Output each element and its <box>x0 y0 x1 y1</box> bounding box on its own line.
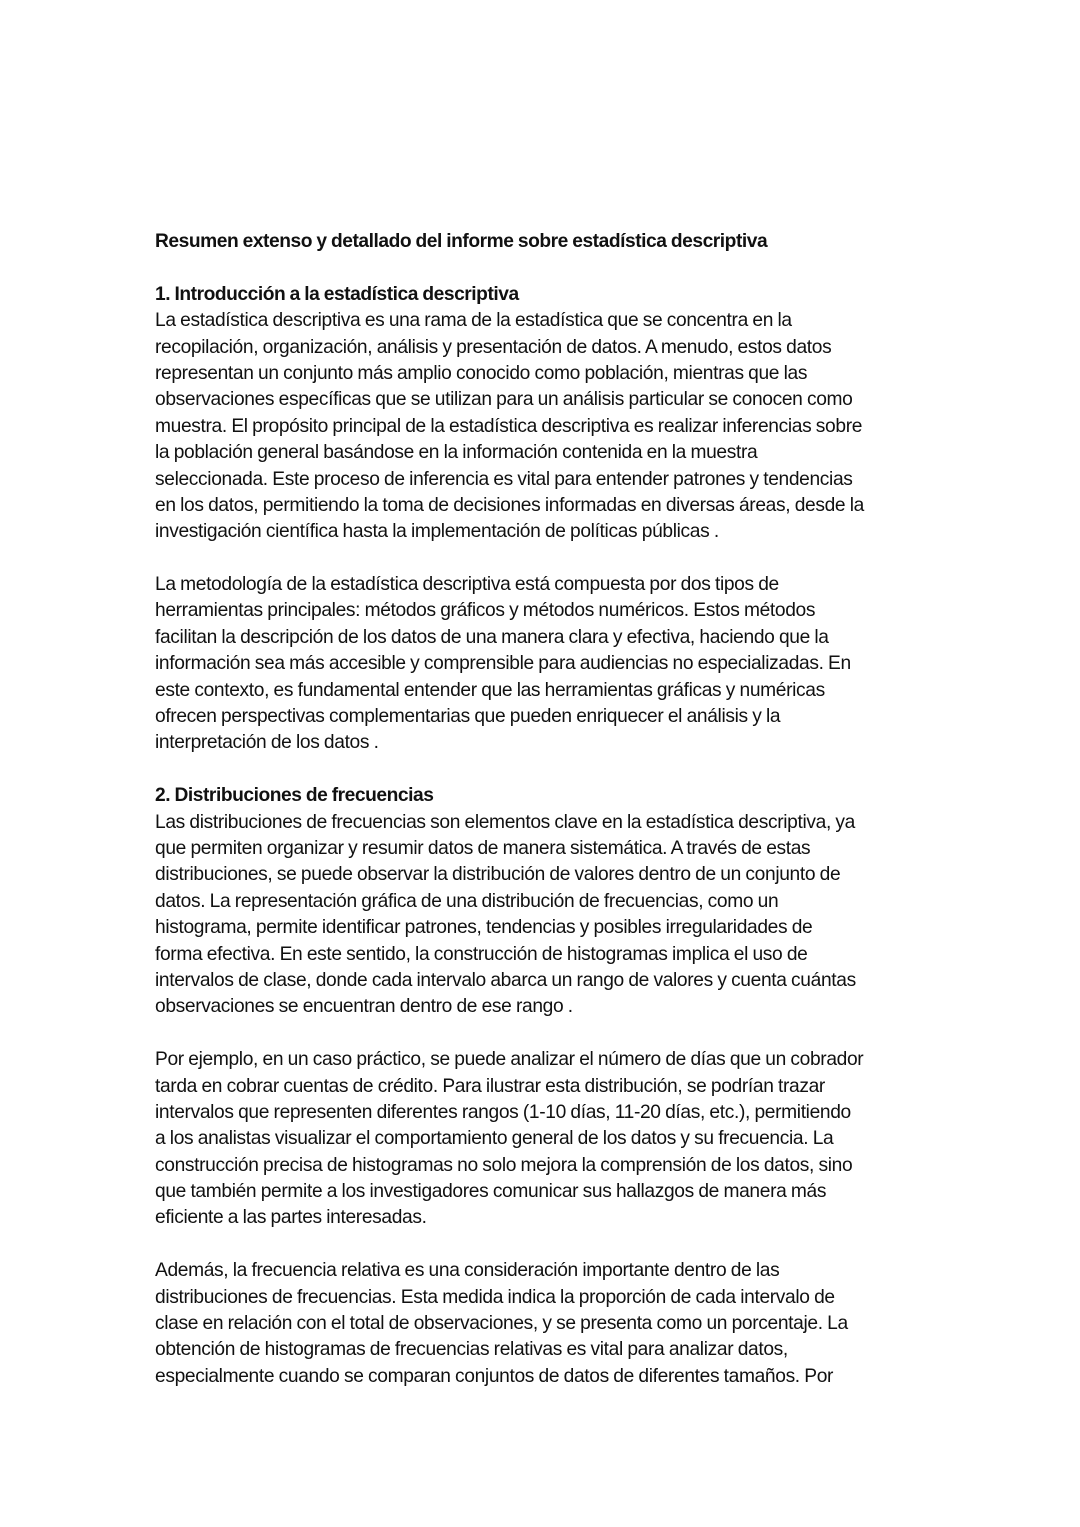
paragraph-line: Además, la frecuencia relativa es una consideración importante dentro de las <box>155 1260 780 1282</box>
paragraph-line: a los analistas visualizar el comportamiento general de los datos y su frecuencia. La <box>155 1128 834 1150</box>
paragraph-line: la población general basándose en la información contenida en la muestra <box>155 442 758 464</box>
section-heading-distribuciones: 2. Distribuciones de frecuencias <box>155 785 434 807</box>
spacer <box>155 255 945 281</box>
paragraph-line: intervalos de clase, donde cada intervalo abarca un rango de valores y cuenta cuántas <box>155 969 856 991</box>
paragraph-line: muestra. El propósito principal de la estadística descriptiva es realizar inferencias sobre <box>155 415 863 437</box>
paragraph <box>155 308 945 546</box>
paragraph <box>155 1258 945 1390</box>
paragraph-line: histograma, permite identificar patrones, tendencias y posibles irregularidades de <box>155 917 813 939</box>
spacer <box>155 757 945 783</box>
paragraph-line: en los datos, permitiendo la toma de decisiones informadas en diversas áreas, desde la <box>155 494 864 516</box>
paragraph-line: intervalos que representen diferentes rangos (1-10 días, 11-20 días, etc.), permitiendo <box>155 1101 851 1123</box>
paragraph-line: datos. La representación gráfica de una distribución de frecuencias, como un <box>155 890 779 912</box>
paragraph-line: ofrecen perspectivas complementarias que pueden enriquecer el análisis y la <box>155 706 781 728</box>
paragraph-line: distribuciones, se puede observar la distribución de valores dentro de un conjunto de <box>155 864 841 886</box>
paragraph-line: seleccionada. Este proceso de inferencia es vital para entender patrones y tendencias <box>155 468 853 490</box>
document-page <box>155 229 945 1390</box>
paragraph-line: distribuciones de frecuencias. Esta medida indica la proporción de cada intervalo de <box>155 1286 835 1308</box>
paragraph-line: interpretación de los datos . <box>155 732 379 754</box>
paragraph <box>155 572 945 757</box>
paragraph-line: Por ejemplo, en un caso práctico, se puede analizar el número de días que un cobrador <box>155 1049 864 1071</box>
paragraph-line: eficiente a las partes interesadas. <box>155 1207 427 1229</box>
paragraph-line: observaciones específicas que se utilizan para un análisis particular se conocen como <box>155 389 853 411</box>
document-title: Resumen extenso y detallado del informe sobre estadística descriptiva <box>155 231 768 252</box>
paragraph-line: representan un conjunto más amplio conocido como población, mientras que las <box>155 362 808 384</box>
paragraph <box>155 810 945 1021</box>
paragraph-line: La metodología de la estadística descriptiva está compuesta por dos tipos de <box>155 574 779 596</box>
paragraph-line: que también permite a los investigadores comunicar sus hallazgos de manera más <box>155 1181 827 1203</box>
paragraph-line: construcción precisa de histogramas no solo mejora la comprensión de los datos, sino <box>155 1154 853 1176</box>
paragraph-line: que permiten organizar y resumir datos de manera sistemática. A través de estas <box>155 837 811 859</box>
spacer <box>155 546 945 572</box>
paragraph-line: obtención de histogramas de frecuencias relativas es vital para analizar datos, <box>155 1339 788 1361</box>
spacer <box>155 1021 945 1047</box>
paragraph-line: clase en relación con el total de observaciones, y se presenta como un porcentaje. La <box>155 1313 848 1335</box>
paragraph-line: Las distribuciones de frecuencias son elementos clave en la estadística descriptiva, ya <box>155 811 855 833</box>
paragraph-line: este contexto, es fundamental entender que las herramientas gráficas y numéricas <box>155 679 825 701</box>
paragraph-line: observaciones se encuentran dentro de ese rango . <box>155 996 573 1018</box>
paragraph-line: información sea más accesible y comprensible para audiencias no especializadas. En <box>155 653 851 675</box>
section-heading-introduccion: 1. Introducción a la estadística descriptiva <box>155 283 519 305</box>
spacer <box>155 1232 945 1258</box>
paragraph-line: herramientas principales: métodos gráficos y métodos numéricos. Estos métodos <box>155 600 816 622</box>
paragraph-line: especialmente cuando se comparan conjuntos de datos de diferentes tamaños. Por <box>155 1365 834 1387</box>
paragraph-line: forma efectiva. En este sentido, la construcción de histogramas implica el uso de <box>155 943 808 965</box>
paragraph-line: tarda en cobrar cuentas de crédito. Para ilustrar esta distribución, se podrían trazar <box>155 1075 825 1097</box>
paragraph <box>155 1047 945 1232</box>
paragraph-line: recopilación, organización, análisis y presentación de datos. A menudo, estos datos <box>155 336 832 358</box>
paragraph-line: La estadística descriptiva es una rama de la estadística que se concentra en la <box>155 310 792 332</box>
paragraph-line: investigación científica hasta la implementación de políticas públicas . <box>155 521 719 543</box>
paragraph-line: facilitan la descripción de los datos de una manera clara y efectiva, haciendo que la <box>155 626 829 648</box>
